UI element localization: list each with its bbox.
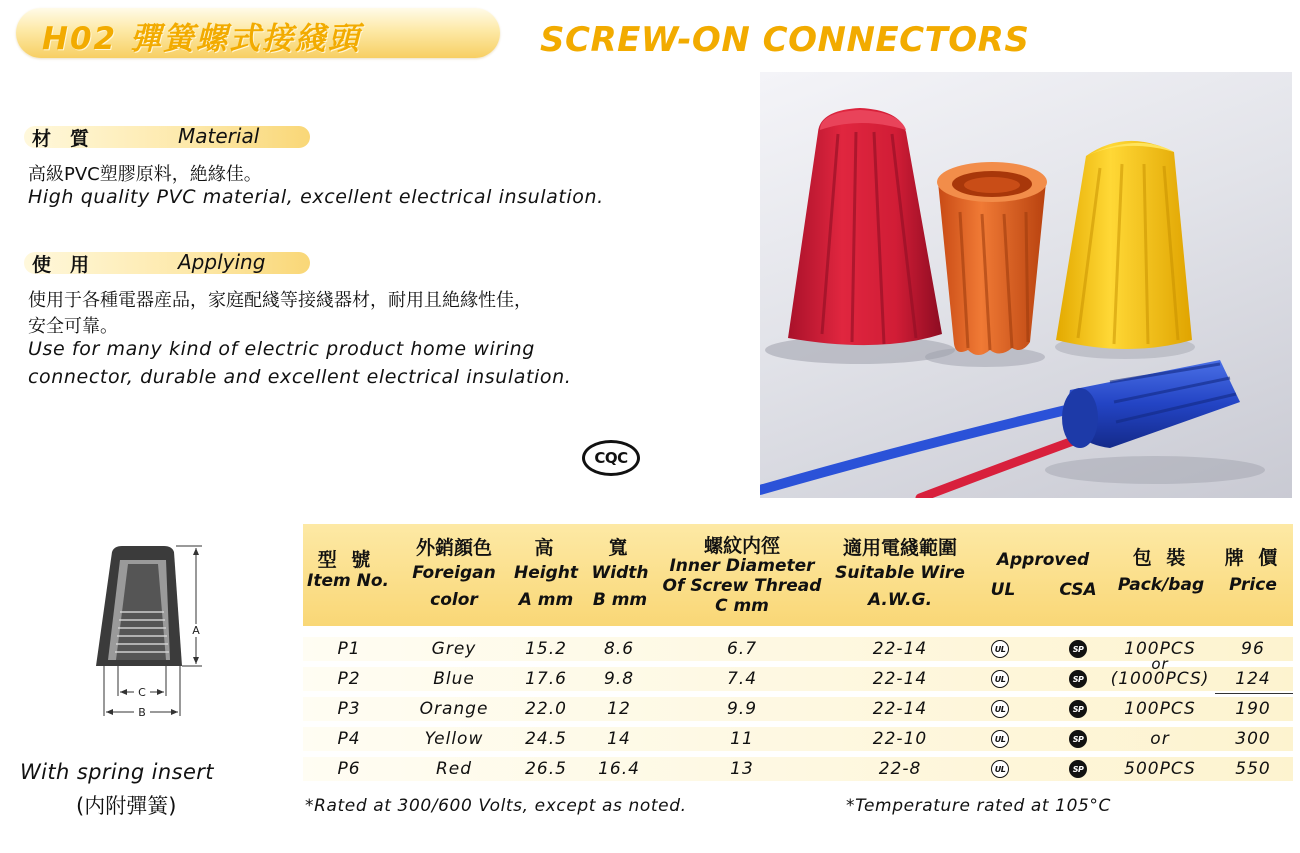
applying-text-en-2: connector, durable and excellent electrical insulation. (28, 366, 572, 388)
connector-drawing (82, 540, 282, 720)
cqc-certification-mark (582, 440, 640, 476)
header-inner-en-3: C mm (715, 596, 769, 616)
table-row (303, 727, 1293, 751)
cell-wire: 22-8 (878, 759, 922, 779)
connectors-illustration (760, 72, 1292, 498)
header-width (585, 538, 655, 611)
cell-inner: 13 (730, 759, 754, 779)
material-text-zh: 高級PVC塑膠原料，絶緣佳。 (28, 164, 262, 185)
csa-certification-icon: SP (1069, 760, 1087, 778)
table-row (303, 757, 1293, 781)
page-title-zh: H02 彈簧螺式接綫頭 (42, 21, 361, 57)
header-pack-en: Pack/bag (1117, 575, 1205, 595)
header-width-en-2: B mm (592, 590, 648, 610)
dimension-label-a: A (188, 624, 204, 637)
header-approved: Approved (996, 550, 1090, 570)
cell-item: P2 (337, 669, 361, 689)
temperature-note: *Temperature rated at 105°C (846, 796, 1111, 816)
table-row (303, 697, 1293, 721)
header-price (1217, 548, 1289, 596)
header-height-zh: 高 (534, 537, 558, 559)
ul-certification-icon: UL (991, 640, 1009, 658)
cell-pack: 100PCS (1124, 699, 1196, 719)
header-pack (1109, 548, 1213, 596)
cell-inner: 11 (730, 729, 754, 749)
cell-height: 26.5 (525, 759, 567, 779)
cell-pack: or (1150, 729, 1170, 749)
cell-wire: 22-14 (872, 669, 928, 689)
cell-item: P4 (337, 729, 361, 749)
header-inner-diameter (657, 536, 827, 616)
cell-color: Grey (431, 639, 477, 659)
header-color-en-1: Foreigan (412, 563, 496, 583)
cell-width: 8.6 (603, 639, 635, 659)
header-color (399, 538, 509, 611)
connector-dimension-diagram (82, 540, 282, 720)
cell-price: 124 (1235, 669, 1271, 689)
header-wire-en-2: A.W.G. (867, 590, 933, 610)
cell-inner: 7.4 (726, 669, 758, 689)
applying-text-en-1: Use for many kind of electric product home wiring (28, 338, 535, 360)
applying-text-zh-1: 使用于各種電器産品，家庭配綫等接綫器材，耐用且絶緣性佳， (28, 290, 532, 311)
header-pack-zh: 包 裝 (1132, 547, 1190, 569)
header-height-en-1: Height (514, 563, 578, 583)
header-inner-en-1: Inner Diameter (669, 556, 815, 576)
ul-certification-icon: UL (991, 730, 1009, 748)
product-photo (760, 72, 1292, 498)
cell-price: 300 (1235, 729, 1271, 749)
applying-text-zh-2: 安全可靠。 (28, 316, 118, 337)
header-height-en-2: A mm (518, 590, 574, 610)
material-text-en: High quality PVC material, excellent electrical insulation. (28, 186, 604, 208)
header-ul: UL (990, 580, 1016, 600)
spring-insert-caption-zh: (内附彈簧) (76, 794, 177, 818)
cell-inner: 9.9 (726, 699, 758, 719)
spec-table-header (303, 524, 1293, 626)
header-inner-en-2: Of Screw Thread (662, 576, 822, 596)
header-color-en-2: color (430, 590, 478, 610)
ul-certification-icon: UL (991, 670, 1009, 688)
header-height (509, 538, 583, 611)
cell-width: 12 (607, 699, 631, 719)
header-wire-zh: 適用電綫範圍 (842, 537, 957, 559)
cell-item: P3 (337, 699, 361, 719)
cell-wire: 22-10 (872, 729, 928, 749)
csa-certification-icon: SP (1069, 670, 1087, 688)
header-price-en: Price (1229, 575, 1277, 595)
cell-height: 22.0 (525, 699, 567, 719)
csa-certification-icon: SP (1069, 700, 1087, 718)
header-wire (831, 538, 969, 611)
pack-or-label: or (1151, 655, 1169, 673)
dimension-label-c: C (134, 686, 150, 699)
page-title-en: SCREW-ON CONNECTORS (540, 20, 1030, 60)
material-label-en: Material (178, 124, 260, 148)
cell-item: P6 (337, 759, 361, 779)
cell-price: 550 (1235, 759, 1271, 779)
cell-pack: (1000PCS) (1110, 669, 1210, 689)
header-width-en-1: Width (591, 563, 649, 583)
header-item-zh: 型 號 (317, 549, 375, 571)
cell-height: 15.2 (525, 639, 567, 659)
cell-price: 190 (1235, 699, 1271, 719)
header-wire-en-1: Suitable Wire (835, 563, 965, 583)
header-item (307, 549, 389, 592)
cell-width: 9.8 (603, 669, 635, 689)
cell-wire: 22-14 (872, 699, 928, 719)
voltage-note: *Rated at 300/600 Volts, except as noted. (305, 796, 687, 816)
cell-color: Yellow (424, 729, 484, 749)
table-row (303, 655, 1293, 691)
cell-height: 17.6 (525, 669, 567, 689)
cell-pack: 100PCS (1124, 639, 1196, 659)
csa-certification-icon: SP (1069, 730, 1087, 748)
cell-price: 96 (1241, 639, 1265, 659)
cell-width: 16.4 (598, 759, 640, 779)
cell-width: 14 (607, 729, 631, 749)
spring-insert-caption: With spring insert (20, 760, 214, 784)
cell-pack: 500PCS (1124, 759, 1196, 779)
cell-wire: 22-14 (872, 639, 928, 659)
csa-certification-icon: SP (1069, 640, 1087, 658)
cell-inner: 6.7 (726, 639, 758, 659)
cell-item: P1 (337, 639, 361, 659)
header-item-en: Item No. (307, 571, 389, 591)
cqc-mark-text: CQC (594, 449, 628, 467)
cell-color: Orange (419, 699, 489, 719)
applying-label-zh: 使 用 (32, 254, 90, 276)
header-csa: CSA (1059, 580, 1097, 600)
applying-label-en: Applying (178, 250, 266, 274)
header-color-zh: 外銷顔色 (415, 537, 492, 559)
header-width-zh: 寬 (608, 537, 632, 559)
dimension-label-b: B (134, 706, 150, 719)
cell-color: Blue (433, 669, 475, 689)
header-price-zh: 牌 價 (1224, 547, 1282, 569)
ul-certification-icon: UL (991, 760, 1009, 778)
cell-height: 24.5 (525, 729, 567, 749)
cell-color: Red (435, 759, 473, 779)
ul-certification-icon: UL (991, 700, 1009, 718)
material-label-zh: 材 質 (32, 128, 90, 150)
header-inner-zh: 螺紋内徑 (703, 535, 780, 557)
